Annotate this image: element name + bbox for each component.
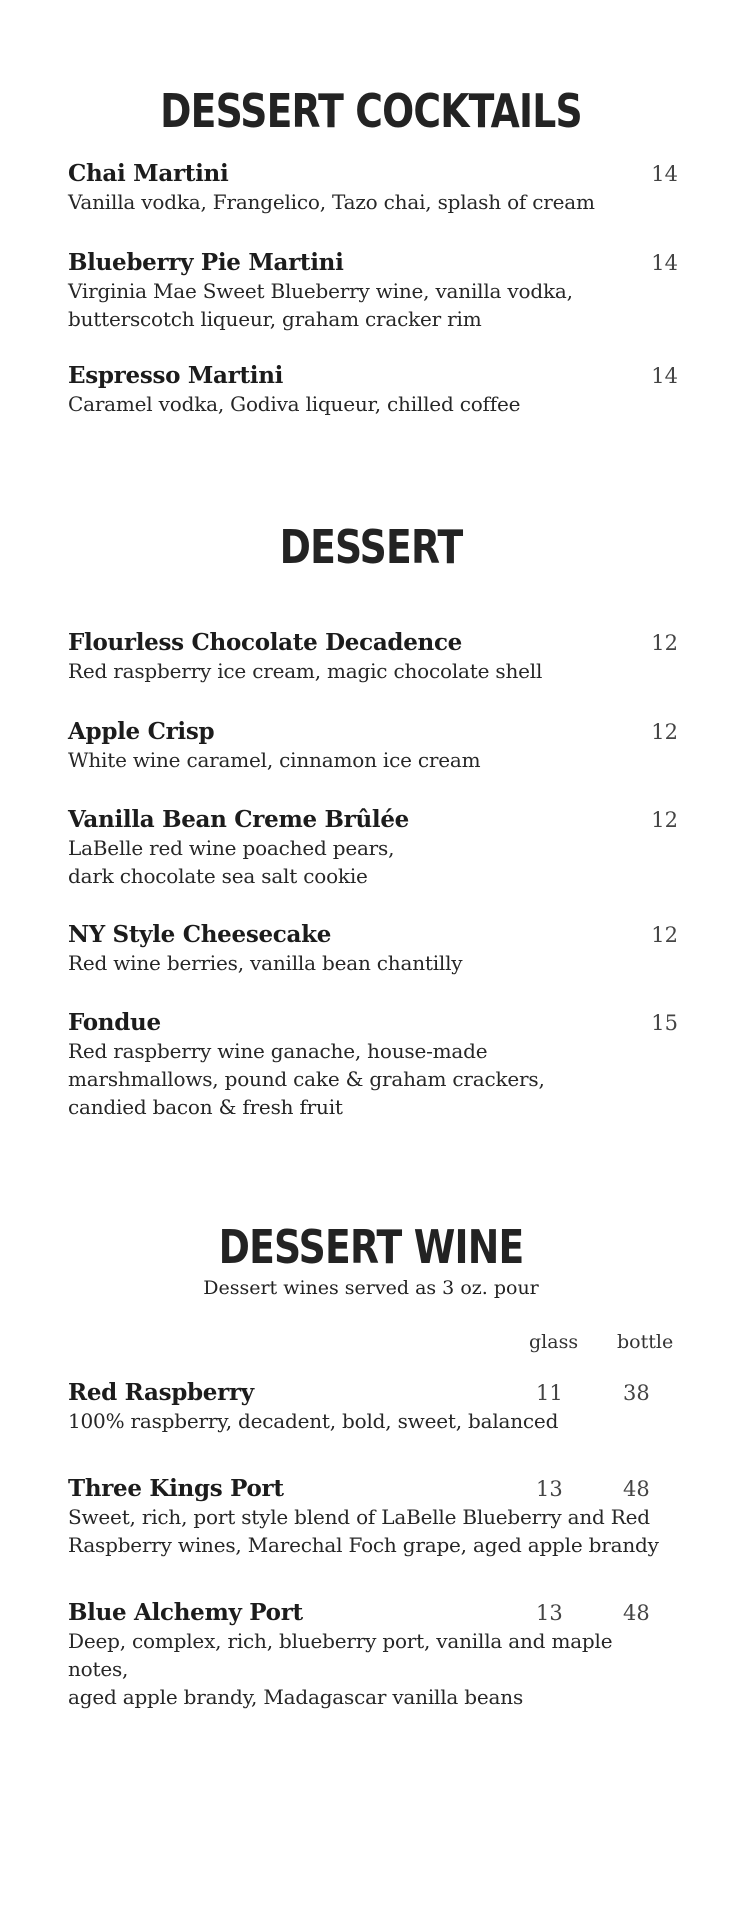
item-name: Apple Crisp [68, 718, 215, 745]
bottle-price: 48 [623, 1601, 650, 1625]
bottle-column-header: bottle [617, 1331, 674, 1353]
glass-price: 13 [536, 1477, 563, 1501]
menu-item [68, 921, 678, 977]
item-description: Caramel vodka, Godiva liqueur, chilled coffee [68, 392, 521, 416]
item-name: Flourless Chocolate Decadence [68, 629, 463, 656]
wine-heading: DESSERT WINE [218, 1220, 524, 1274]
item-price: 14 [651, 364, 678, 388]
wine-item [68, 1599, 678, 1711]
glass-price: 13 [536, 1601, 563, 1625]
item-name: Three Kings Port [68, 1475, 284, 1502]
item-name: Chai Martini [68, 160, 229, 187]
item-price: 12 [651, 808, 678, 832]
glass-column-header: glass [529, 1331, 579, 1353]
item-description: White wine caramel, cinnamon ice cream [68, 748, 481, 772]
menu-item [68, 806, 678, 890]
wine-subheading: Dessert wines served as 3 oz. pour [203, 1277, 539, 1299]
wine-item [68, 1379, 678, 1435]
item-description: Red raspberry wine ganache, house-made marshmallows, pound cake & graham crackers, candied bacon & fresh fruit [68, 1039, 545, 1119]
item-description: Red raspberry ice cream, magic chocolate shell [68, 659, 543, 683]
item-price: 14 [651, 251, 678, 275]
item-name: Fondue [68, 1009, 161, 1036]
bottle-price: 48 [623, 1477, 650, 1501]
item-description: Sweet, rich, port style blend of LaBelle Blueberry and Red Raspberry wines, Marechal Foch grape, aged apple brandy [68, 1505, 659, 1557]
item-name: Espresso Martini [68, 362, 284, 389]
item-description: LaBelle red wine poached pears, dark chocolate sea salt cookie [68, 836, 395, 888]
item-name: Vanilla Bean Creme Brûlée [68, 806, 410, 833]
bottle-price: 38 [623, 1381, 650, 1405]
menu-item [68, 1009, 678, 1121]
item-price: 12 [651, 631, 678, 655]
item-name: Red Raspberry [68, 1379, 254, 1406]
item-name: Blueberry Pie Martini [68, 249, 344, 276]
cocktails-heading: DESSERT COCKTAILS [160, 84, 582, 138]
menu-item [68, 629, 678, 685]
menu-item [68, 249, 678, 333]
item-price: 15 [651, 1011, 678, 1035]
menu-item [68, 718, 678, 774]
item-description: 100% raspberry, decadent, bold, sweet, balanced [68, 1409, 559, 1433]
dessert-heading: DESSERT [279, 520, 463, 574]
glass-price: 11 [536, 1381, 563, 1405]
item-description: Deep, complex, rich, blueberry port, vanilla and maple notes, aged apple brandy, Madagascar vanilla beans [68, 1629, 613, 1709]
menu-item [68, 362, 678, 418]
item-price: 14 [651, 162, 678, 186]
item-name: Blue Alchemy Port [68, 1599, 303, 1626]
wine-item [68, 1475, 678, 1559]
item-description: Red wine berries, vanilla bean chantilly [68, 951, 463, 975]
item-price: 12 [651, 923, 678, 947]
item-price: 12 [651, 720, 678, 744]
item-description: Vanilla vodka, Frangelico, Tazo chai, splash of cream [68, 190, 595, 214]
item-name: NY Style Cheesecake [68, 921, 332, 948]
menu-item [68, 160, 678, 216]
item-description: Virginia Mae Sweet Blueberry wine, vanilla vodka, butterscotch liqueur, graham cracker rim [68, 279, 573, 331]
